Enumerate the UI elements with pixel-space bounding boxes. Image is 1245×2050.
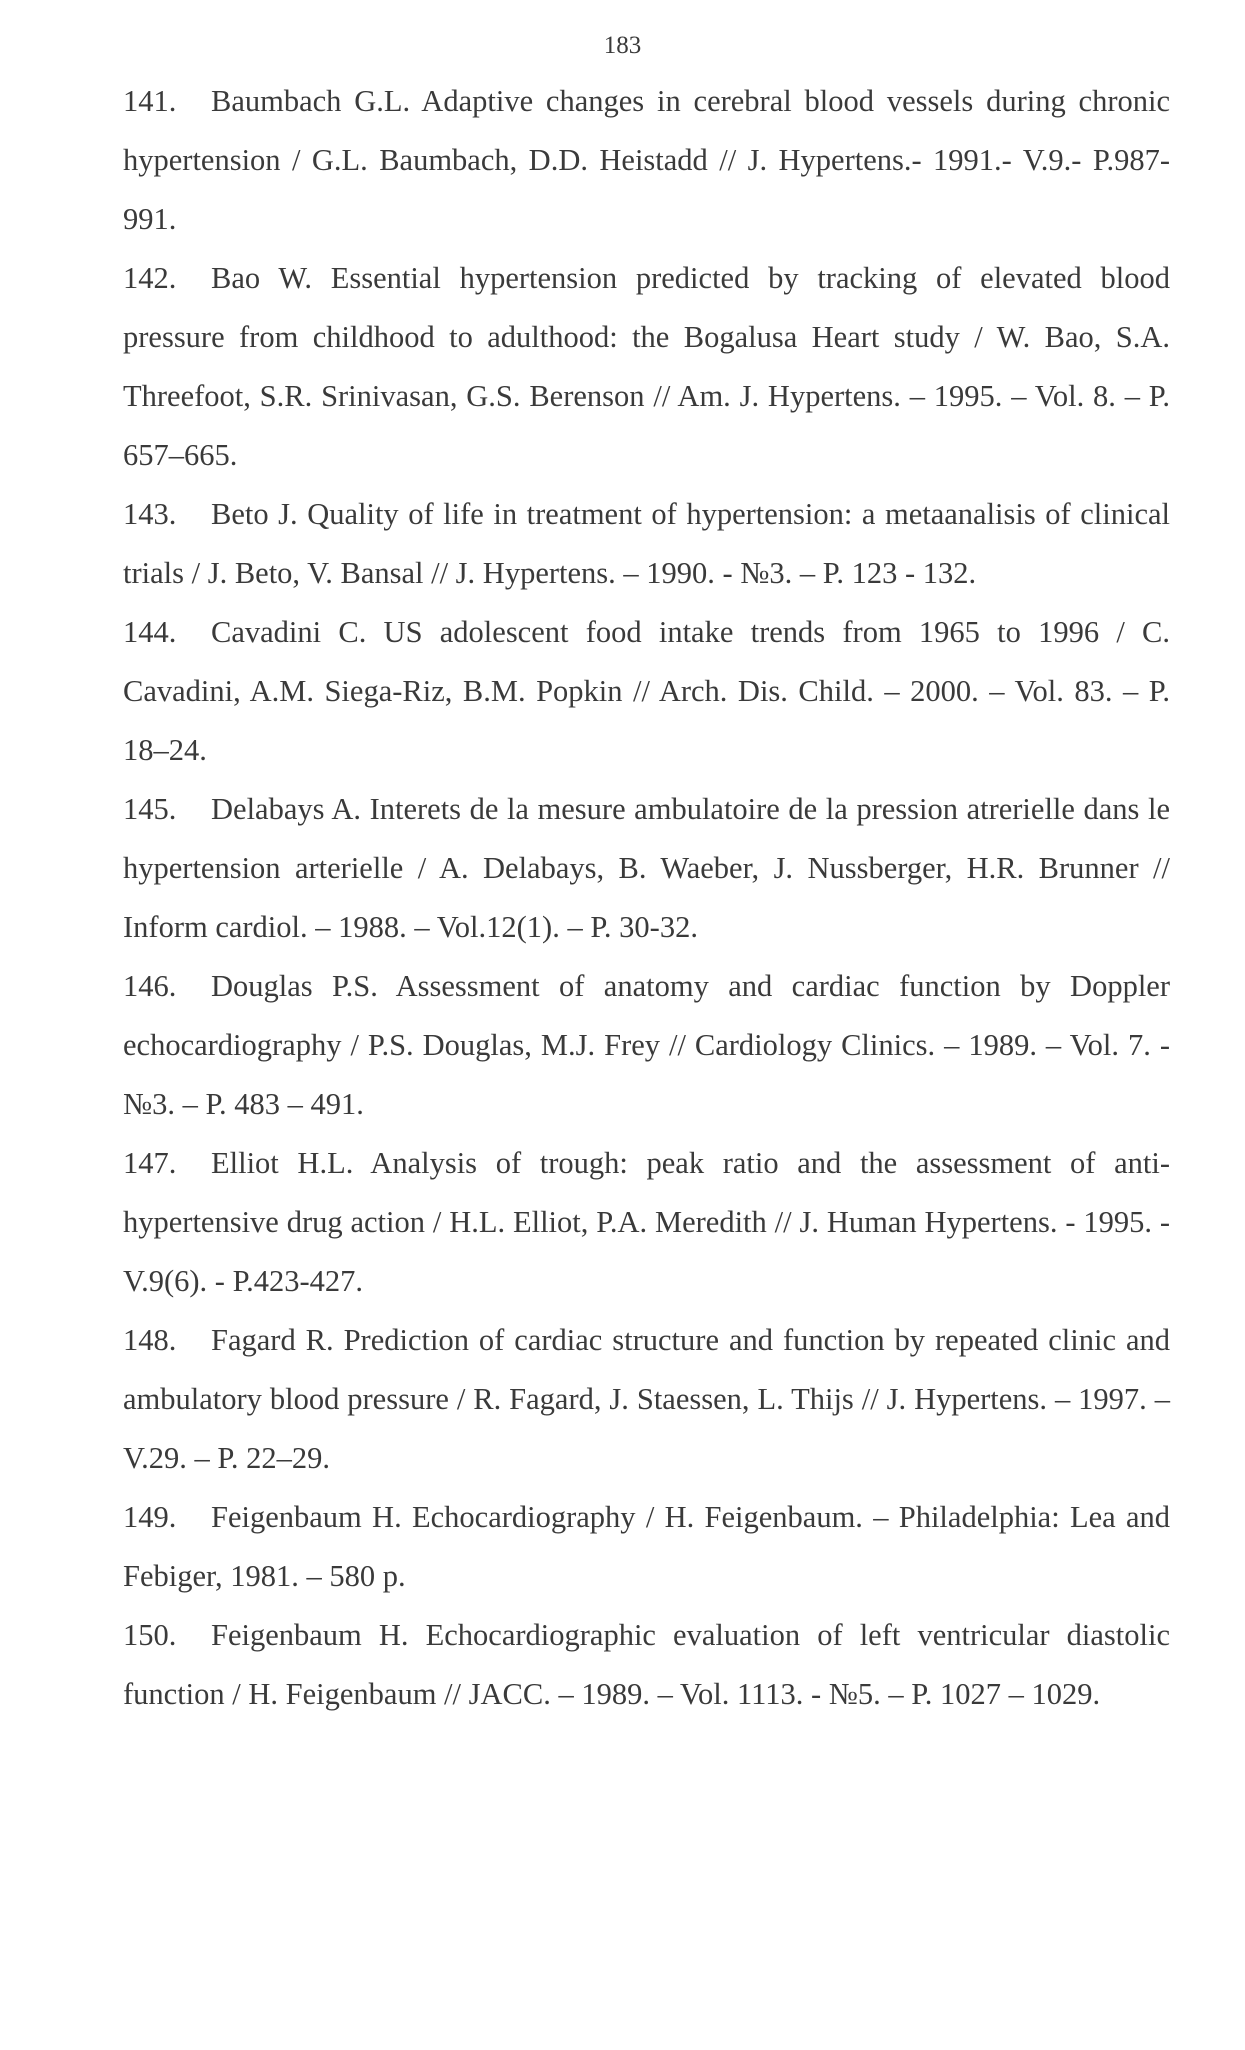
reference-number: 141. xyxy=(123,84,177,118)
page-number: 183 xyxy=(603,32,642,59)
reference-text: Beto J. Quality of life in treatment of hypertension: a metaanalisis of clinical trials / J. Beto, V. Bansal // J. Hypertens. – 1990. - №3. – P. 123 - 132. xyxy=(123,497,1170,590)
reference-number: 143. xyxy=(123,497,177,531)
reference-item xyxy=(123,1606,1170,1724)
reference-item xyxy=(123,249,1170,485)
reference-text: Fagard R. Prediction of cardiac structure and function by repeated clinic and ambulatory blood pressure / R. Fagard, J. Staessen, L. Thijs // J. Hypertens. – 1997. – V.29. – P. 22–29. xyxy=(123,1323,1170,1475)
reference-number: 147. xyxy=(123,1146,177,1180)
reference-text: Cavadini C. US adolescent food intake trends from 1965 to 1996 / C. Cavadini, A.M. Siega-Riz, B.M. Popkin // Arch. Dis. Child. – 2000. – Vol. 83. – P. 18–24. xyxy=(123,615,1170,767)
reference-text: Baumbach G.L. Adaptive changes in cerebral blood vessels during chronic hypertension / G.L. Baumbach, D.D. Heistadd // J. Hypertens.- 1991.- V.9.- P.987-991. xyxy=(123,84,1170,236)
reference-text: Douglas P.S. Assessment of anatomy and cardiac function by Doppler echocardiography / P.S. Douglas, M.J. Frey // Cardiology Clinics. – 1989. – Vol. 7. - №3. – P. 483 – 491. xyxy=(123,969,1170,1121)
reference-number: 148. xyxy=(123,1323,177,1357)
reference-item xyxy=(123,603,1170,780)
reference-number: 144. xyxy=(123,615,177,649)
reference-item xyxy=(123,780,1170,957)
reference-number: 149. xyxy=(123,1500,177,1534)
reference-number: 150. xyxy=(123,1618,177,1652)
reference-text: Delabays A. Interets de la mesure ambulatoire de la pression atrerielle dans le hypertension arterielle / A. Delabays, B. Waeber, J. Nussberger, H.R. Brunner // Inform cardiol. – 1988. – Vol.12(1). – P. 30-32. xyxy=(123,792,1170,944)
reference-item xyxy=(123,957,1170,1134)
reference-number: 145. xyxy=(123,792,177,826)
reference-number: 142. xyxy=(123,261,177,295)
reference-text: Bao W. Essential hypertension predicted by tracking of elevated blood pressure from childhood to adulthood: the Bogalusa Heart study / W. Bao, S.A. Threefoot, S.R. Srinivasan, G.S. Berenson // Am. J. Hypertens. – 1995. – Vol. 8. – P. 657–665. xyxy=(123,261,1170,472)
reference-item xyxy=(123,485,1170,603)
reference-item xyxy=(123,1134,1170,1311)
reference-text: Feigenbaum H. Echocardiography / H. Feigenbaum. – Philadelphia: Lea and Febiger, 1981. – 580 p. xyxy=(123,1500,1170,1593)
reference-list xyxy=(123,72,1170,1724)
reference-number: 146. xyxy=(123,969,177,1003)
reference-item xyxy=(123,1311,1170,1488)
reference-item xyxy=(123,72,1170,249)
reference-item xyxy=(123,1488,1170,1606)
reference-text: Feigenbaum H. Echocardiographic evaluation of left ventricular diastolic function / H. Feigenbaum // JACC. – 1989. – Vol. 1113. - №5. – P. 1027 – 1029. xyxy=(123,1618,1170,1711)
reference-text: Elliot H.L. Analysis of trough: peak ratio and the assessment of anti-hypertensive drug action / H.L. Elliot, P.A. Meredith // J. Human Hypertens. - 1995. - V.9(6). - P.423-427. xyxy=(123,1146,1170,1298)
